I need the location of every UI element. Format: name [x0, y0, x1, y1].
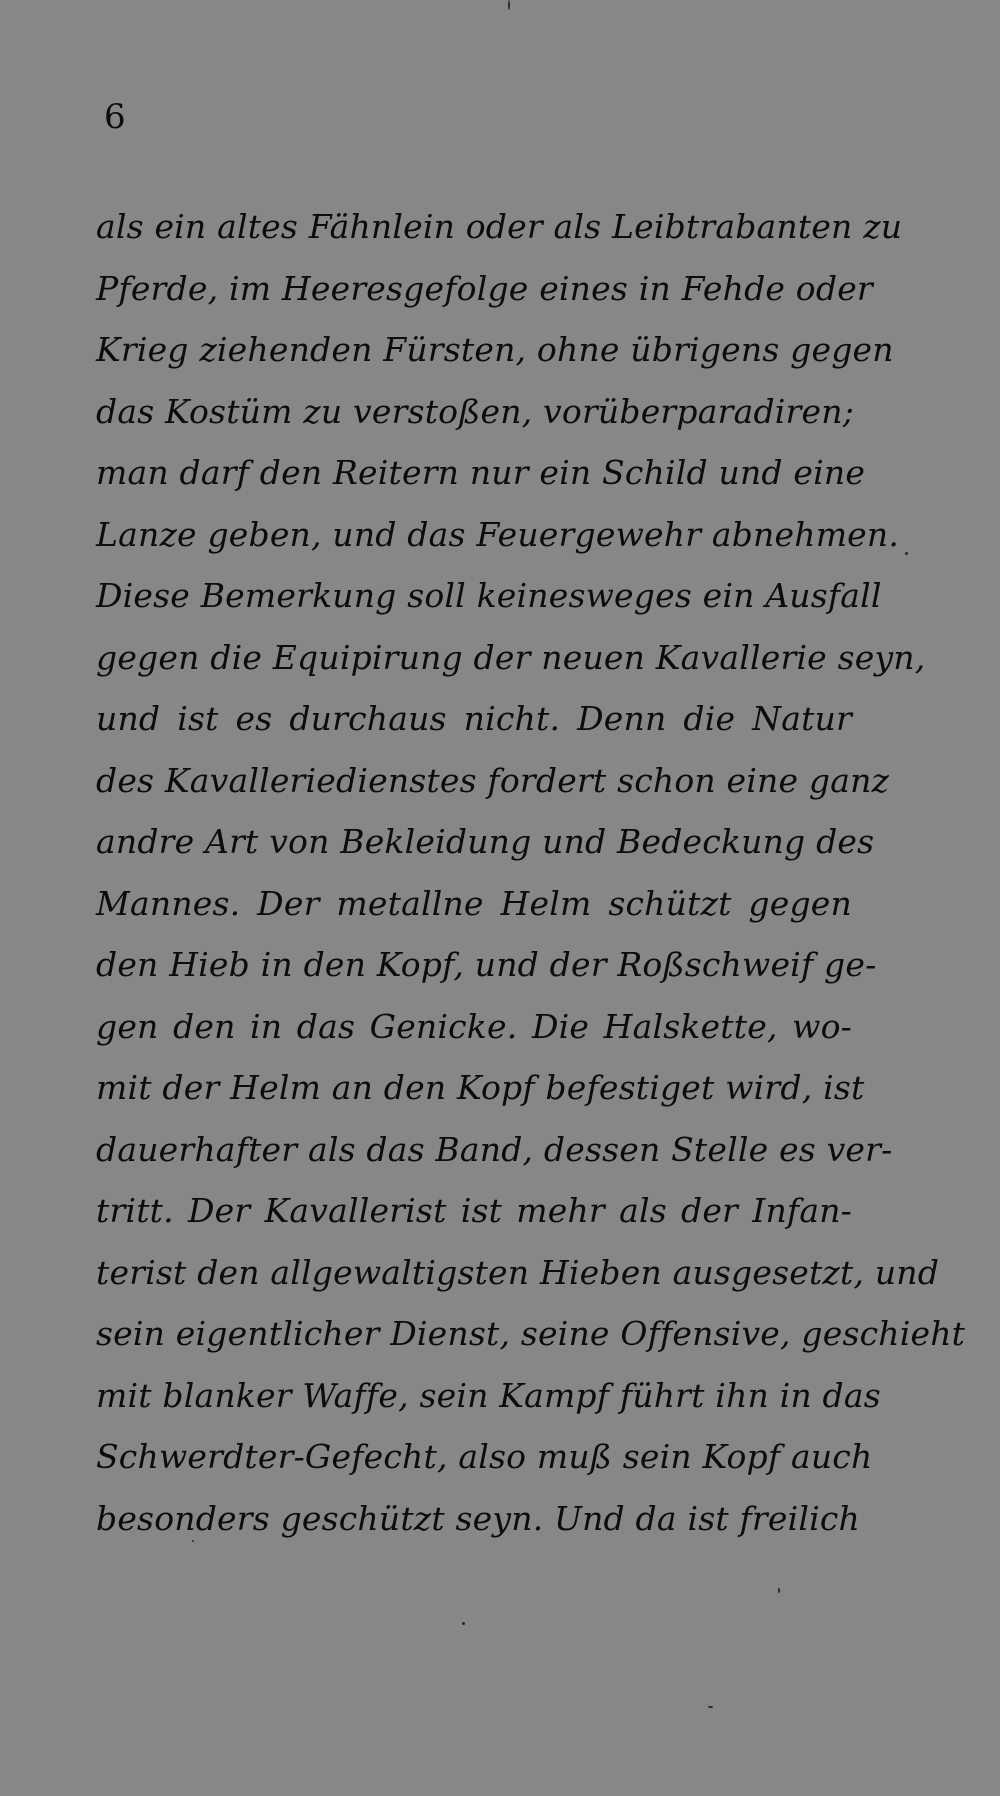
body-text [96, 196, 966, 1549]
text-line: sein eigentlicher Dienst, seine Offensive, geschieht [96, 1314, 966, 1353]
text-line: das Kostüm zu verstoßen, vorüberparadiren; [96, 391, 855, 431]
scan-speck [462, 1622, 465, 1625]
text-line: Mannes. Der metallne Helm schützt gegen [96, 883, 852, 923]
text-line: Krieg ziehenden Fürsten, ohne übrigens gegen [96, 330, 894, 369]
text-line: den Hieb in den Kopf, und der Roßschweif ge- [96, 945, 877, 984]
scan-speck [508, 0, 510, 10]
text-line: des Kavalleriedienstes fordert schon eine ganz [96, 760, 890, 800]
text-line: besonders geschützt seyn. Und da ist freilich [96, 1498, 861, 1538]
text-line: Lanze geben, und das Feuergewehr abnehmen. [96, 514, 900, 554]
text-line: andre Art von Bekleidung und Bedeckung des [96, 822, 875, 861]
text-line: mit blanker Waffe, sein Kampf führt ihn in das [96, 1375, 881, 1415]
text-line: Diese Bemerkung soll keinesweges ein Ausfall [96, 576, 882, 615]
text-line: als ein altes Fähnlein oder als Leibtrabanten zu [96, 207, 903, 246]
text-line: Schwerdter-Gefecht, also muß sein Kopf auch [96, 1437, 873, 1476]
text-line: terist den allgewaltigsten Hieben ausgesetzt, und [96, 1252, 940, 1292]
text-line: tritt. Der Kavallerist ist mehr als der Infan- [96, 1191, 852, 1230]
text-line: man darf den Reitern nur ein Schild und eine [96, 453, 866, 492]
text-line: gegen die Equipirung der neuen Kavallerie seyn, [96, 637, 926, 677]
scan-speck [905, 552, 908, 555]
scan-speck [708, 1706, 713, 1708]
text-line: dauerhafter als das Band, dessen Stelle es ver- [96, 1129, 893, 1169]
text-line: Pferde, im Heeresgefolge eines in Fehde oder [96, 268, 873, 308]
scan-speck [192, 1540, 194, 1542]
scan-speck [778, 1588, 780, 1593]
text-line: gen den in das Genicke. Die Halskette, wo- [96, 1006, 852, 1046]
page-number: 6 [104, 97, 126, 137]
text-line: mit der Helm an den Kopf befestiget wird, ist [96, 1068, 865, 1107]
text-line: und ist es durchaus nicht. Denn die Natur [96, 699, 852, 738]
